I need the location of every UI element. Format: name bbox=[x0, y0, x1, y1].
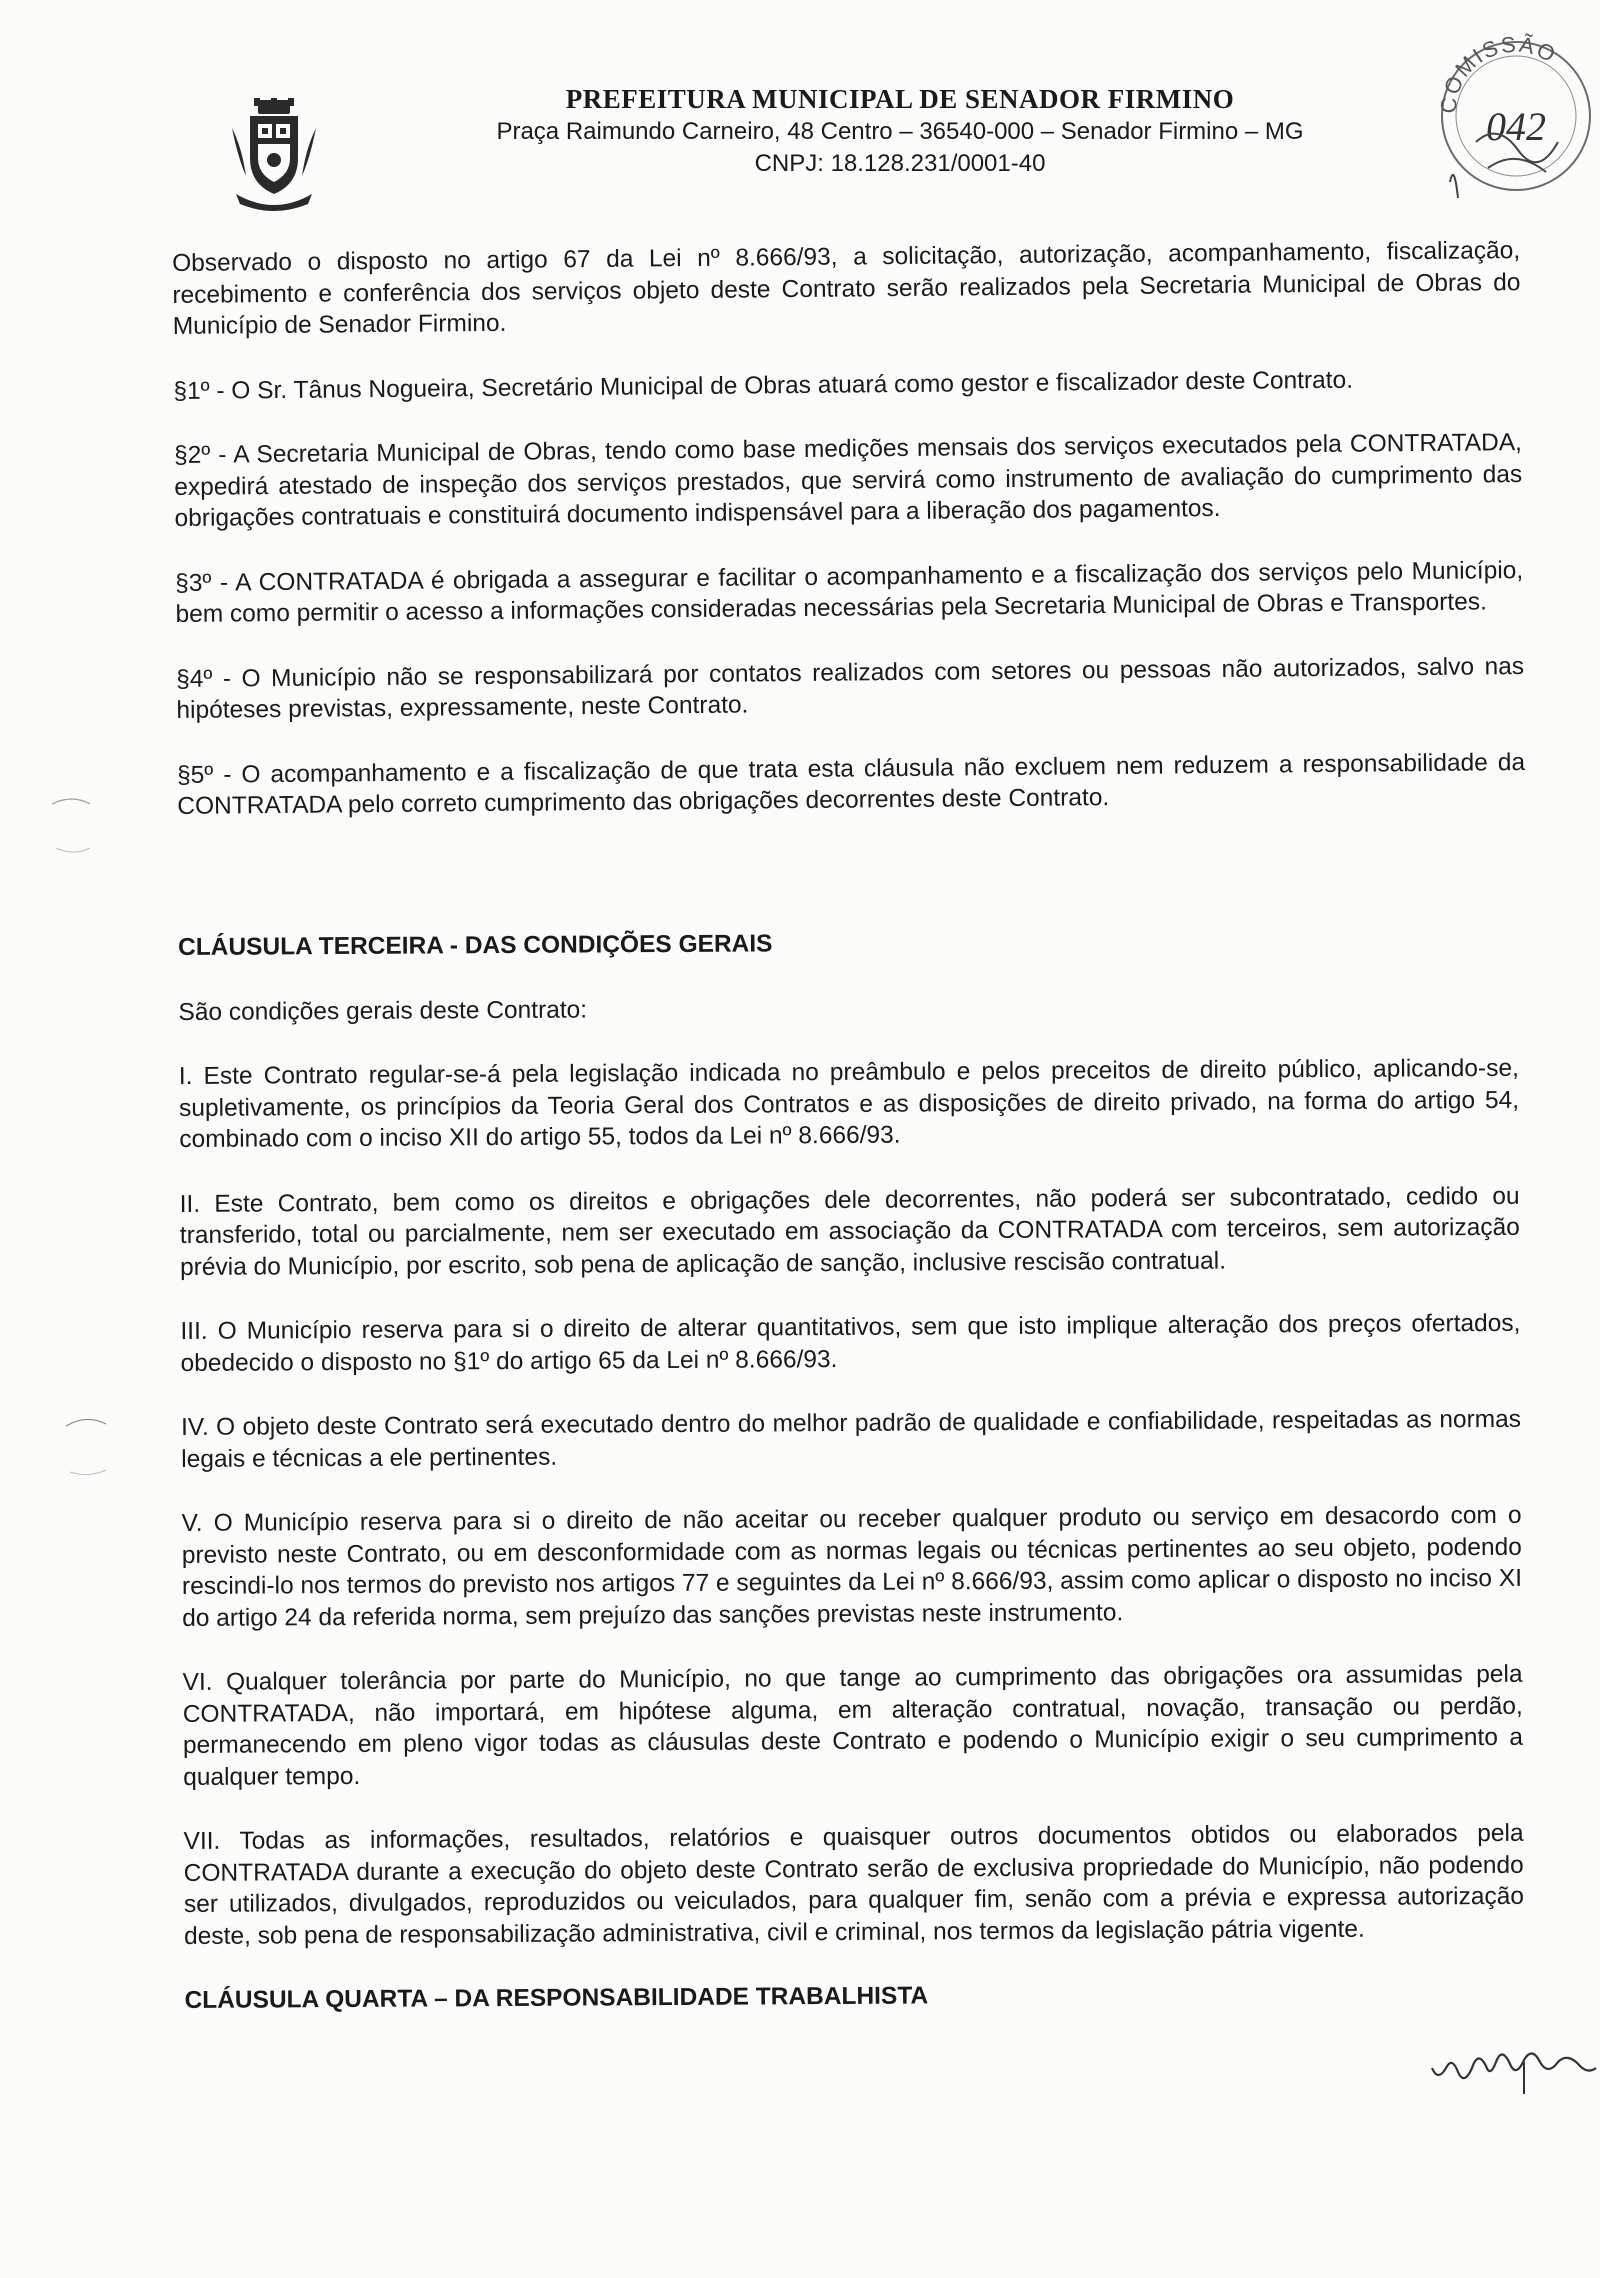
letterhead bbox=[380, 82, 1420, 180]
paragraph-s4: §4º - O Município não se responsabilizará por contatos realizados com setores ou pessoas não autorizados, salvo nas hipóteses previstas, expressamente, neste Contrato. bbox=[176, 652, 1525, 724]
stamp-number: 042 bbox=[1486, 104, 1546, 149]
clause3-intro: São condições gerais deste Contrato: bbox=[178, 996, 588, 1026]
clause3-item-iv: IV. O objeto deste Contrato será executado dentro do melhor padrão de qualidade e confiabilidade, respeitadas as normas legais e técnicas a ele pertinentes. bbox=[180, 1405, 1522, 1473]
clause3-item-vi: VI. Qualquer tolerância por parte do Município, no que tange ao cumprimento das obrigações ora assumidas pela CONTRATADA, não importará, em hipótese alguma, em alteração contratual, novação, transação ou perdão, permanecendo em pleno vigor todas as cláusulas deste Contrato e podendo o Município exigir o seu cumprimento a qualquer tempo. bbox=[182, 1660, 1524, 1791]
paragraph-s3: §3º - A CONTRATADA é obrigada a assegurar e facilitar o acompanhamento e a fiscalização dos serviços pelo Município, bem como permitir o acesso a informações consideradas necessárias pela Secretaria Municipal de Obras e Transportes. bbox=[175, 556, 1524, 628]
prefecture-cnpj: CNPJ: 18.128.231/0001-40 bbox=[754, 150, 1046, 177]
paragraph-s1: §1º - O Sr. Tânus Nogueira, Secretário Municipal de Obras atuará como gestor e fiscalizador deste Contrato. bbox=[173, 366, 1354, 405]
punch-mark-icon bbox=[62, 1412, 112, 1482]
clause3-item-iii: III. O Município reserva para si o direito de alterar quantitativos, sem que isto implique alteração dos preços ofertados, obedecido o disposto no §1º do artigo 65 da Lei nº 8.666/93. bbox=[180, 1309, 1521, 1377]
paragraph-s2: §2º - A Secretaria Municipal de Obras, tendo como base medições mensais dos serviços executados pela CONTRATADA, expedirá atestado de inspeção dos serviços prestados, que servirá como instrumento de avaliação do cumprimento das obrigações contratuais e constituirá documento indispensável para a liberação dos pagamentos. bbox=[173, 429, 1523, 532]
body-clauses bbox=[178, 924, 1525, 2050]
paragraph-s5: §5º - O acompanhamento e a fiscalização de que trata esta cláusula não excluem nem reduzem a responsabilidade da CONTRATADA pelo correto cumprimento das obrigações decorrentes deste Contrato. bbox=[176, 748, 1526, 820]
clause4-heading: CLÁUSULA QUARTA – DA RESPONSABILIDADE TRABALHISTA bbox=[184, 1982, 929, 2014]
clause3-item-v: V. O Município reserva para si o direito de não aceitar ou receber qualquer produto ou serviço em desacordo com o previsto neste Contrato, ou em desconformidade com as normas legais ou técnicas pertinentes ao seu objeto, podendo rescindi-lo nos termos do previsto nos artigos 77 e seguintes da Lei nº 8.666/93, assim como aplicar o disposto no inciso XI do artigo 24 da referida norma, sem prejuízo das sanções previstas neste instrumento. bbox=[181, 1501, 1523, 1632]
stamp-label: COMISSÃO bbox=[1435, 31, 1562, 115]
punch-mark-icon bbox=[46, 790, 96, 860]
commission-stamp bbox=[1428, 22, 1598, 212]
municipal-crest-icon bbox=[228, 98, 320, 214]
prefecture-title: PREFEITURA MUNICIPAL DE SENADOR FIRMINO bbox=[565, 84, 1235, 114]
clause3-heading: CLÁUSULA TERCEIRA - DAS CONDIÇÕES GERAIS bbox=[178, 930, 773, 961]
clause3-item-i: I. Este Contrato regular-se-á pela legislação indicada no preâmbulo e pelos preceitos de direito público, aplicando-se, supletivamente, os princípios da Teoria Geral dos Contratos e as disposições de direito privado, na forma do artigo 54, combinado com o inciso XII do artigo 55, todos da Lei nº 8.666/93. bbox=[178, 1054, 1520, 1153]
clause3-item-vii: VII. Todas as informações, resultados, relatórios e quaisquer outros documentos obtidos ou elaborados pela CONTRATADA durante a execução do objeto deste Contrato serão de exclusiva propriedade do Município, não podendo ser utilizados, divulgados, reproduzidos ou veiculados, para qualquer fim, senão com a prévia e expressa autorização deste, sob pena de responsabilização administrativa, civil e criminal, nos termos da legislação pátria vigente. bbox=[183, 1819, 1524, 1950]
body-top bbox=[172, 235, 1526, 855]
handwritten-initials bbox=[1428, 2038, 1598, 2098]
prefecture-address: Praça Raimundo Carneiro, 48 Centro – 36540-000 – Senador Firmino – MG bbox=[496, 118, 1304, 145]
paragraph-intro: Observado o disposto no artigo 67 da Lei nº 8.666/93, a solicitação, autorização, acompanhamento, fiscalização, recebimento e conferência dos serviços objeto deste Contrato serão realizados pela Secretaria Municipal de Obras do Município de Senador Firmino. bbox=[172, 237, 1521, 340]
clause3-item-ii: II. Este Contrato, bem como os direitos e obrigações dele decorrentes, não poderá ser subcontratado, cedido ou transferido, total ou parcialmente, nem ser executado em associação da CONTRATADA com terceiros, sem autorização prévia do Município, por escrito, sob pena de aplicação de sanção, inclusive rescisão contratual. bbox=[179, 1182, 1520, 1281]
